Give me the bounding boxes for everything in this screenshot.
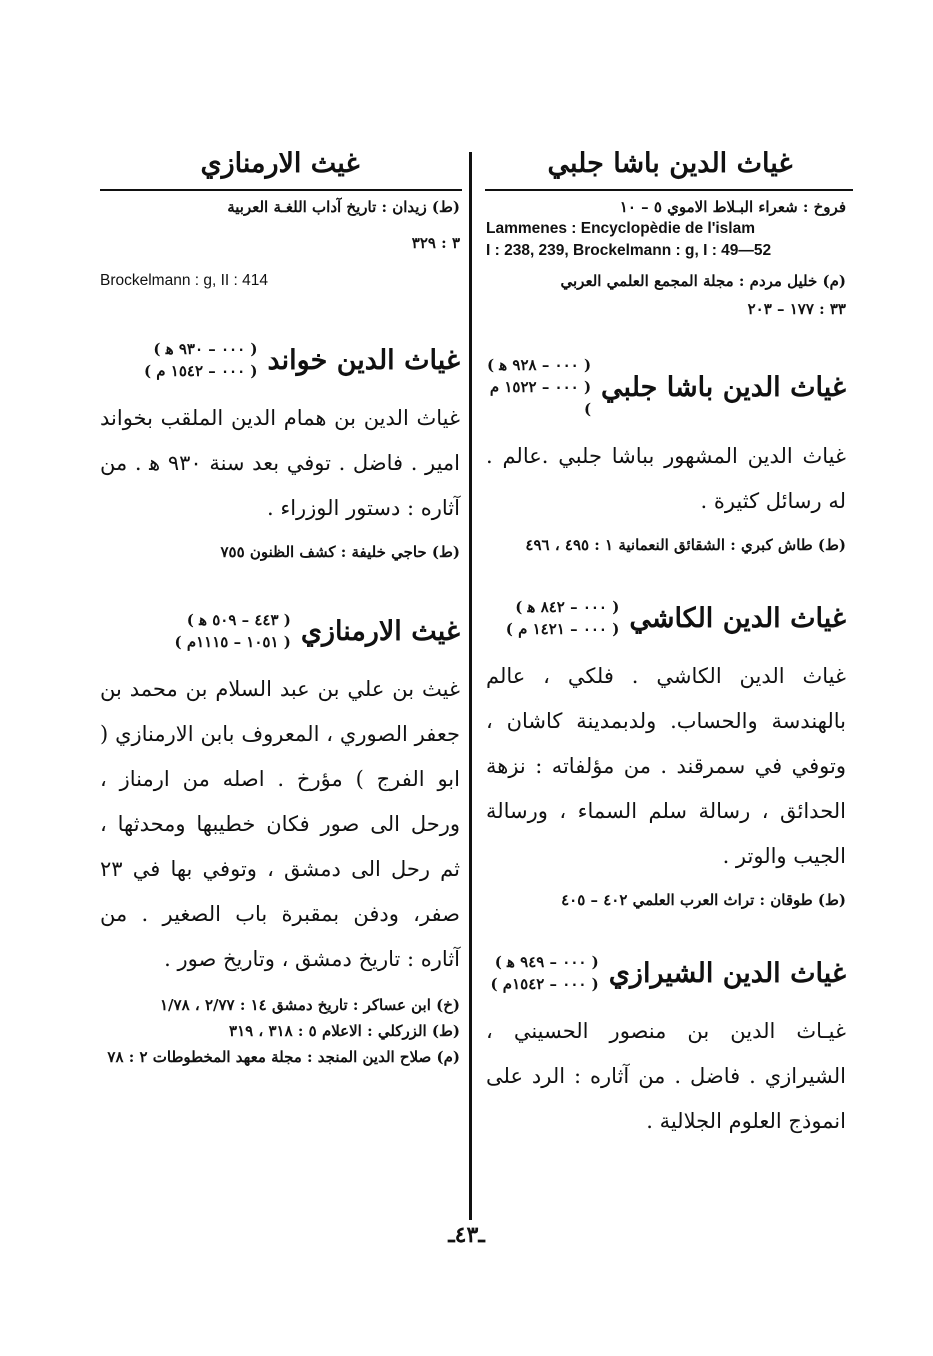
entry-biography: غياث الدين المشهور بباشا جلبي .عالم . له رسائل كثيرة . [486,444,846,513]
entry-reference: (ط) الزركلي : الاعلام ٥ : ٣١٨ ، ٣١٩ [229,1022,460,1040]
gregorian-dates: ( ٠٠٠ – ١٥٤٢ م ) [143,362,258,380]
hijri-dates: ( ٠٠٠ – ٨٤٢ ﻫ ) [515,598,620,616]
hijri-dates: ( ٠٠٠ – ٩٣٠ ﻫ ) [153,340,258,358]
entry-name: غياث الدين الشيرازي [608,957,846,989]
gregorian-dates: ( ١٠٥١ – ١١١٥م ) [174,633,291,651]
header-rule-right [485,189,853,191]
right-column [486,196,846,1144]
running-header-right: غياث الدين باشا جلبي [547,147,793,179]
biography-entry [100,609,460,1070]
biography-entry [486,596,846,911]
gregorian-dates: ( ٠٠٠ – ١٤٢١ م ) [505,620,620,638]
hijri-dates: ( ٠٠٠ – ٩٢٨ ﻫ ) [486,356,592,374]
entry-reference: (خ) ابن عساكر : تاريخ دمشق ١٤ : ٢/٧٧ ، ١/٧٨ [160,996,460,1014]
entry-dates [175,609,291,653]
header-rule-left [100,189,462,191]
reference-line: (م) خليل مردم : مجلة المجمع العلمي العربي [560,272,846,290]
biography-entry [486,354,846,556]
entry-name: غياث الدين الكاشي [629,602,846,634]
entry-reference: (ط) حاجي خليفة : كشف الظنون ٧٥٥ [220,543,460,561]
hijri-dates: ( ٠٠٠ – ٩٤٩ ﻫ ) [494,953,599,971]
running-header-left: غيث الارمنازي [200,147,360,179]
entry-heading [100,609,460,653]
entry-dates [144,338,258,382]
entry-heading [486,596,846,640]
entry-heading [486,354,846,420]
entry-reference: (م) صلاح الدين المنجد : مجلة معهد المخطوطات ٢ : ٧٨ [107,1048,460,1066]
reference-line: فروخ : شعراء البـلاط الاموي ٥ – ١٠ [619,198,846,216]
gregorian-dates: ( ٠٠٠ – ١٥٤٢م ) [490,975,599,993]
latin-reference-line: Lammenes : Encyclopèdie de l'islam [486,220,756,237]
latin-reference-line: I : 238, 239, Brockelmann : g, I : 49—52 [486,242,772,259]
entry-heading [486,951,846,995]
reference-line: ٣ : ٣٢٩ [411,234,460,252]
biography-entry [486,951,846,1144]
entry-name: غياث الدين خواند [267,344,460,376]
biography-entry [100,338,460,563]
reference-line: (ط) زيدان : تاريخ آداب اللغـة العربية [227,198,460,216]
page-number: ـ٤٣ـ [448,1222,485,1248]
entry-dates [486,354,591,420]
entry-biography: غياث الدين بن همام الدين الملقب بخواند امير . فاضل . توفي بعد سنة ٩٣٠ ﻫ . من آثاره : دستور الوزراء . [100,406,461,520]
hijri-dates: ( ٤٤٣ – ٥٠٩ ﻫ ) [186,611,291,629]
entry-heading [100,338,460,382]
entry-dates [506,596,620,640]
gregorian-dates: ( ٠٠٠ – ١٥٢٢ م ) [489,378,592,418]
entry-name: غياث الدين باشا جلبي [601,371,846,403]
reference-line: ٣٣ : ١٧٧ – ٢٠٣ [747,300,846,318]
column-divider [469,152,472,1220]
entry-reference: (ط) طوقان : تراث العرب العلمي ٤٠٢ – ٤٠٥ [561,891,846,909]
entry-name: غيث الارمنازي [300,615,460,647]
latin-reference-line: Brockelmann : g, II : 414 [100,272,269,289]
entry-biography: غيـاث الدين بن منصور الحسيني ، الشيرازي . فاضل . من آثاره : الرد على انموذج العلوم الجلالية . [486,1019,846,1133]
left-column [100,196,460,1070]
entry-biography: غيث بن علي بن عبد السلام بن محمد بن جعفر الصوري ، المعروف بابن الارمنازي ( ابو الفرج ) مؤرخ . اصله من ارمناز ، ورحل الى صور فكان خطيبها ومحدثها ، ثم رحل الى دمشق ، وتوفي بها في ٢٣ صفر، ودفن بمقبرة باب الصغير . من آثاره : تاريخ دمشق ، وتاريخ صور . [100,677,460,971]
entry-reference: (ط) طاش كبري : الشقائق النعمانية ١ : ٤٩٥ ، ٤٩٦ [525,536,846,554]
entry-dates [490,951,598,995]
entry-biography: غياث الدين الكاشي . فلكي ، عالم بالهندسة والحساب. ولدبمدينة كاشان ، وتوفي في سمرقند . من مؤلفاته : نزهة الحدائق ، رسالة سلم السماء ، ورسالة الجيب والوتر . [486,664,846,868]
